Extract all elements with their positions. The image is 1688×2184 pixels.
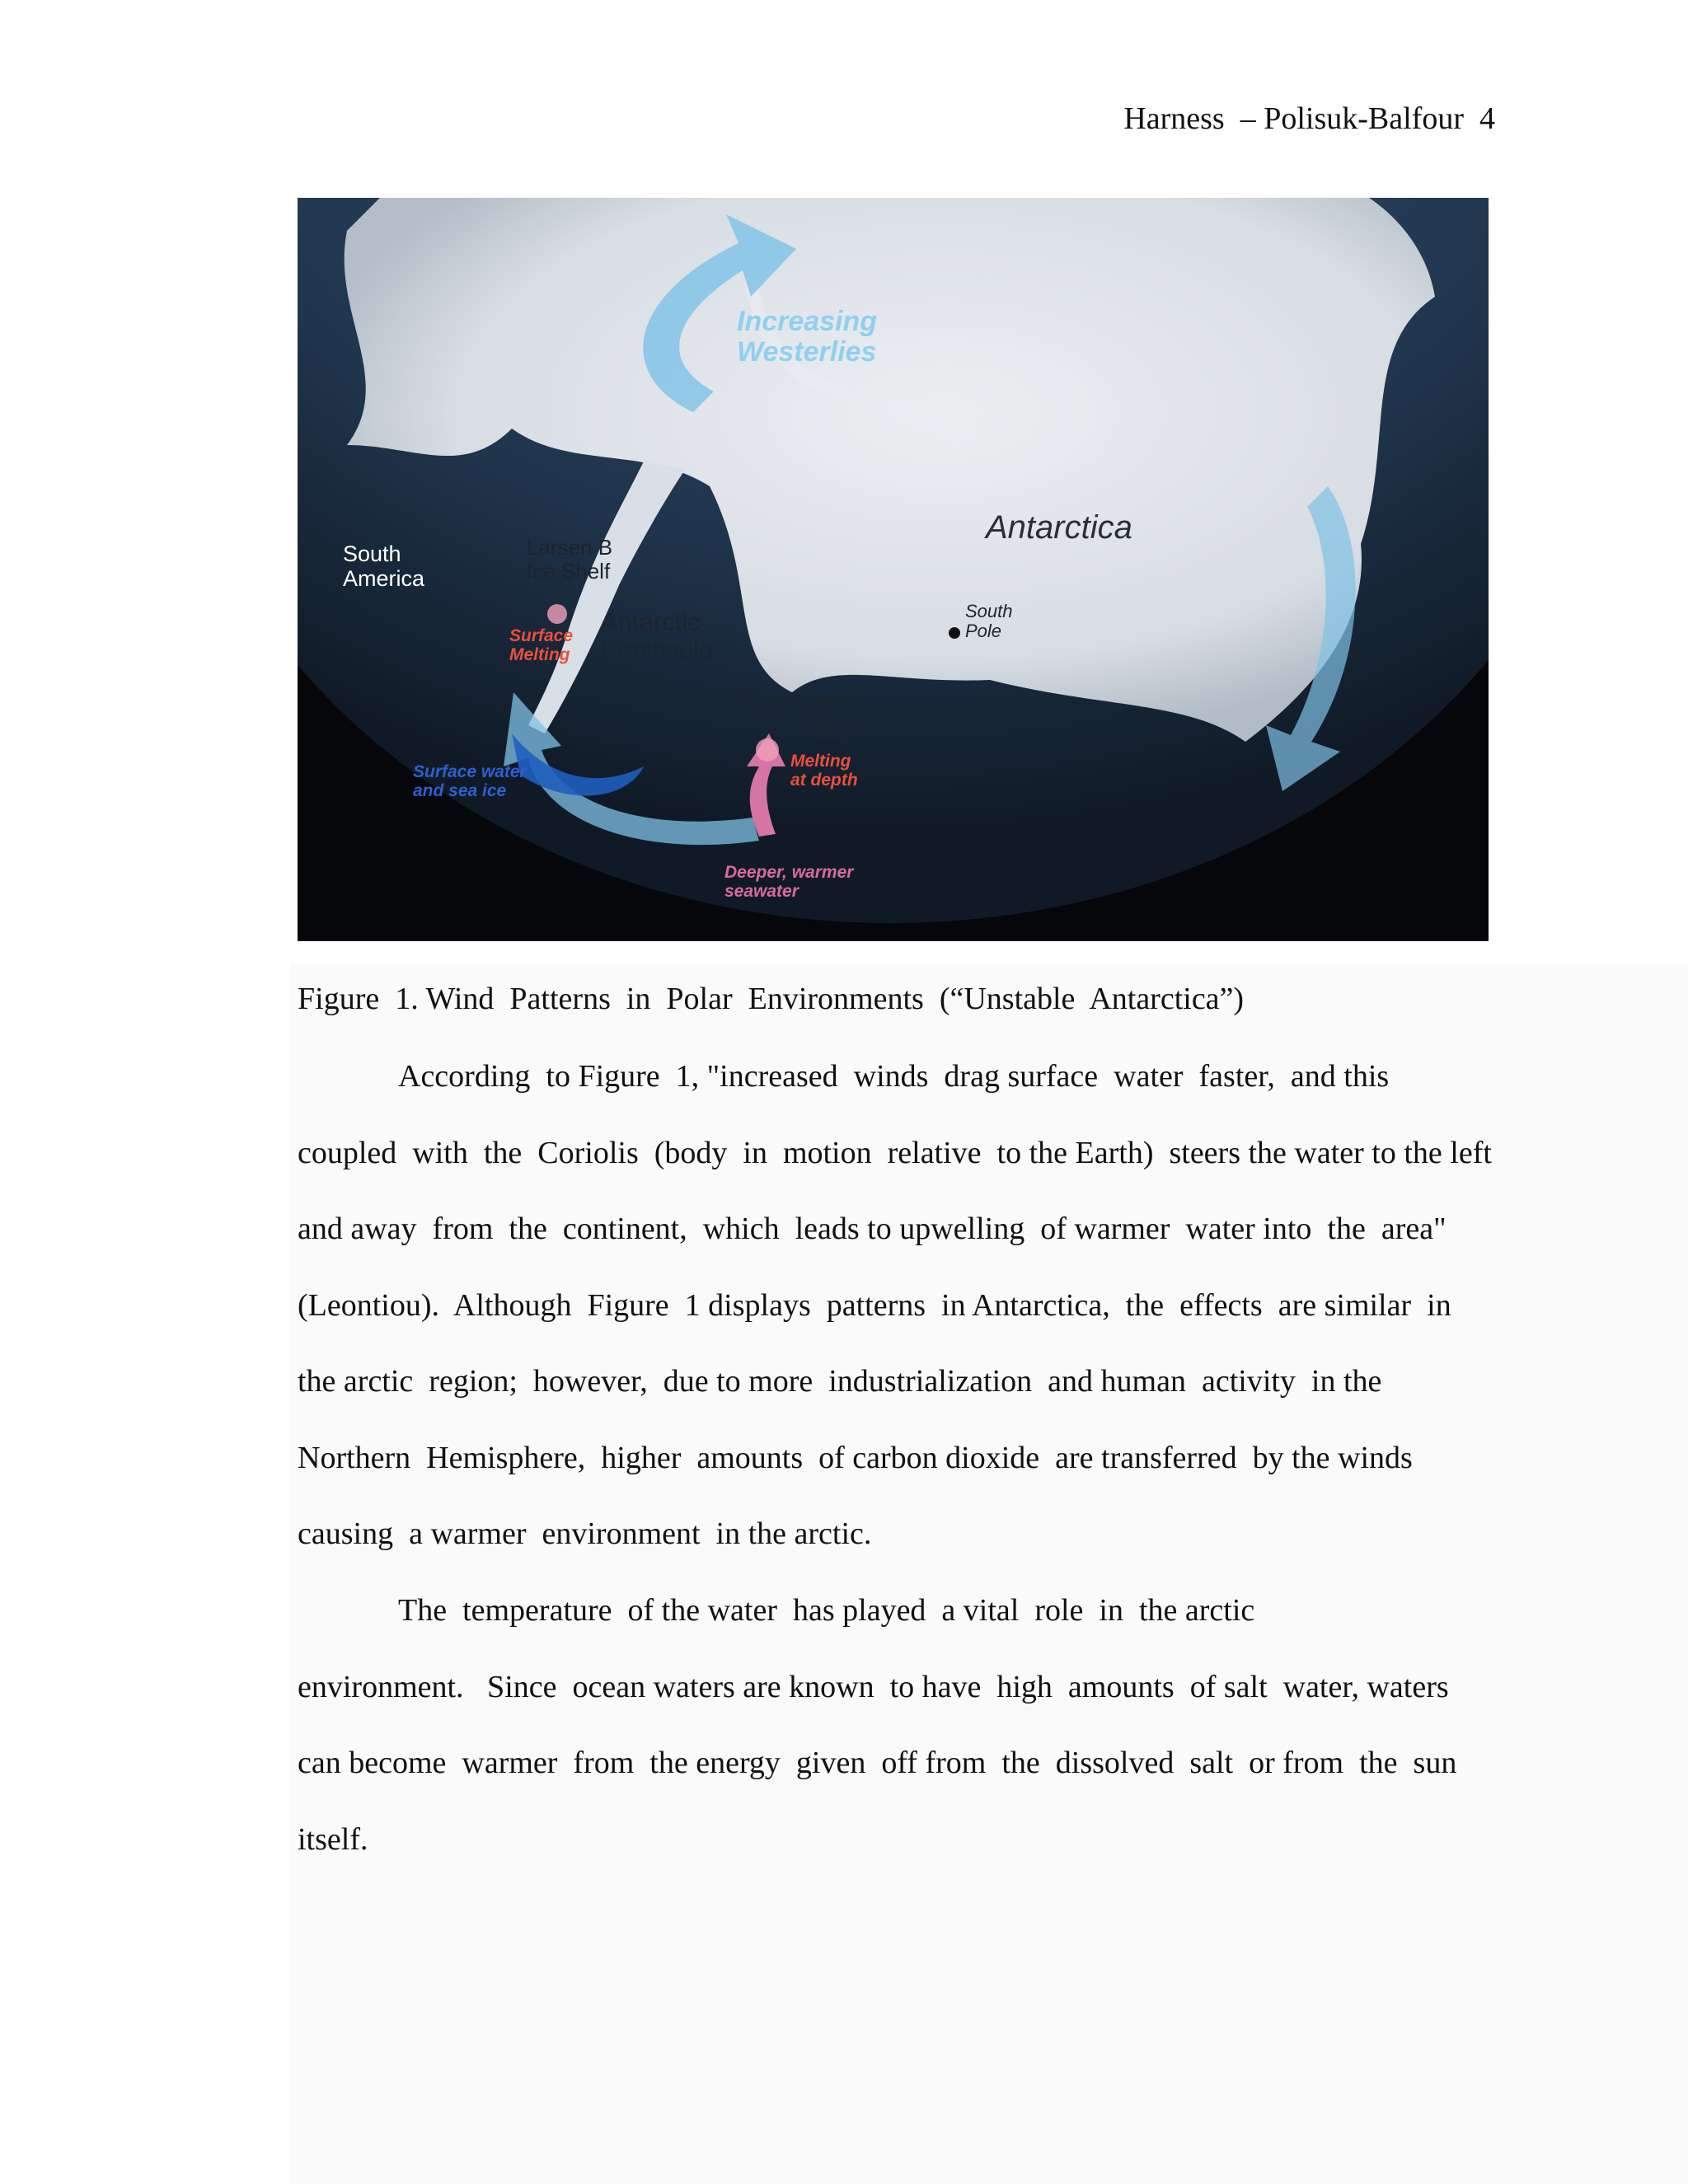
page-header: Harness – Polisuk-Balfour 4	[1123, 101, 1495, 136]
text-line: and away from the continent, which leads to upwelling of warmer water into the area"	[298, 1212, 1447, 1246]
south-pole-marker	[949, 627, 960, 639]
label-antarctic-peninsula: Antarctic Peninsula	[601, 607, 714, 665]
label-south-america: South America	[343, 541, 425, 591]
label-antarctica: Antarctica	[986, 509, 1132, 546]
label-surface-melting: Surface Melting	[509, 626, 574, 665]
label-south-pole: South Pole	[965, 601, 1013, 642]
text-line: causing a warmer environment in the arctic.	[298, 1516, 872, 1551]
label-surface-water-sea-ice: Surface water and sea ice	[413, 762, 527, 801]
label-deeper-warmer-seawater: Deeper, warmer seawater	[724, 863, 854, 902]
figure-caption: Figure 1. Wind Patterns in Polar Environments (“Unstable Antarctica”)	[298, 982, 1245, 1016]
figure-antarctica-map	[298, 198, 1489, 941]
text-line: can become warmer from the energy given off from the dissolved salt or from the sun	[298, 1746, 1457, 1780]
paragraph-1	[298, 1038, 1501, 1572]
text-line: environment. Since ocean waters are known to have high amounts of salt water, waters	[298, 1669, 1449, 1704]
text-line: the arctic region; however, due to more industrialization and human activity in the	[298, 1364, 1382, 1399]
text-line: The temperature of the water has played a vital role in the arctic	[398, 1593, 1255, 1628]
text-line: coupled with the Coriolis (body in motion relative to the Earth) steers the water to the left	[298, 1135, 1492, 1170]
text-line: Northern Hemisphere, higher amounts of carbon dioxide are transferred by the winds	[298, 1440, 1413, 1475]
text-line: According to Figure 1, "increased winds drag surface water faster, and this	[398, 1059, 1390, 1094]
label-pine-island-bay: Pine Island Bay	[730, 689, 853, 743]
paragraph-2	[298, 1572, 1501, 1877]
label-increasing-westerlies: Increasing Westerlies	[737, 306, 878, 368]
label-melting-at-depth: Melting at depth	[790, 752, 858, 790]
text-line: (Leontiou). Although Figure 1 displays patterns in Antarctica, the effects are similar in	[298, 1287, 1451, 1323]
label-larsen-b-ice-shelf: Larsen B Ice Shelf	[527, 535, 613, 583]
map-illustration	[298, 198, 1489, 941]
text-line: itself.	[298, 1821, 368, 1857]
